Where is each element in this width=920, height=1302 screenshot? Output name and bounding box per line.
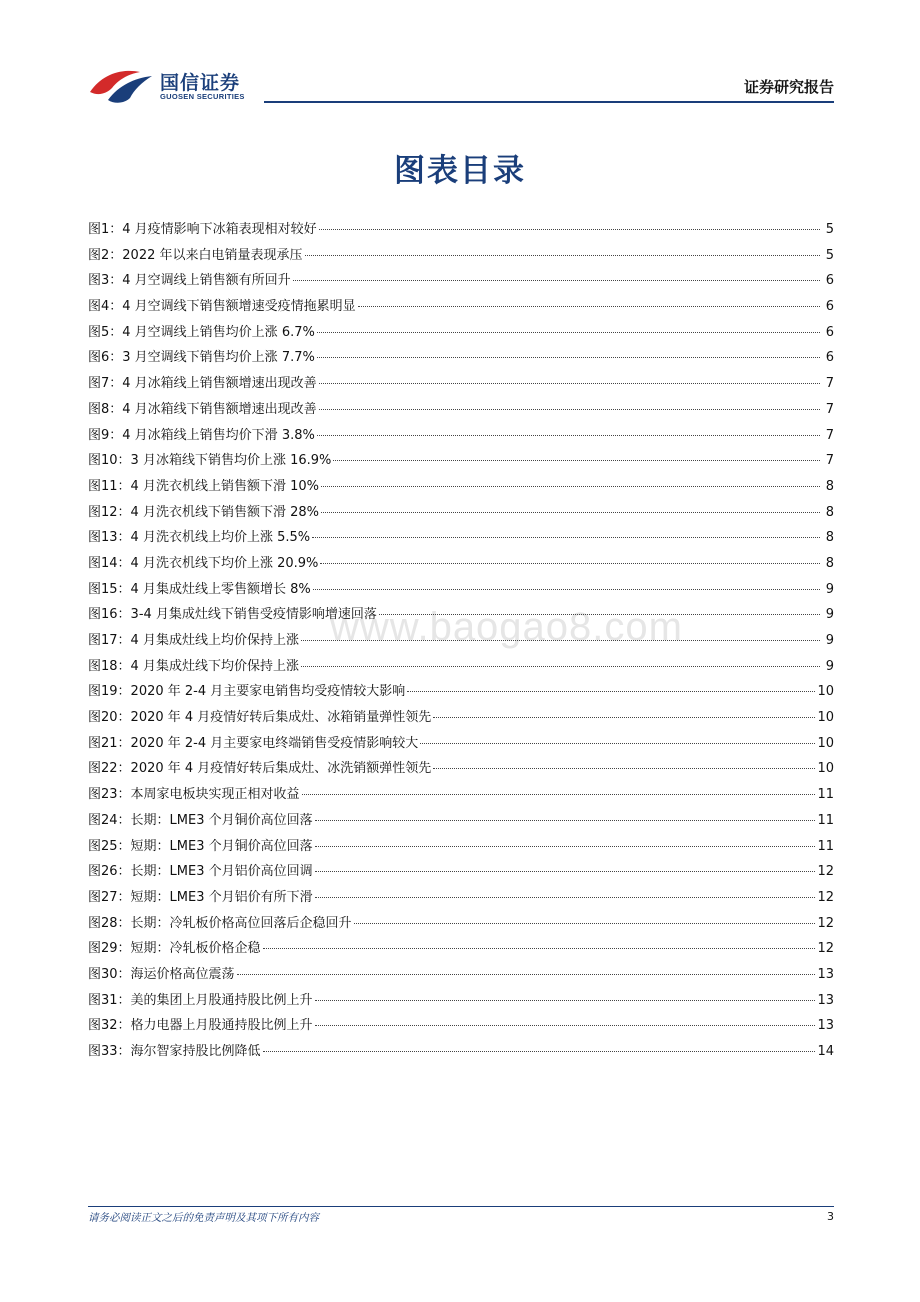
toc-entry-label: 图20： bbox=[88, 710, 131, 726]
toc-entry-page: 12 bbox=[817, 915, 834, 931]
page-header bbox=[88, 62, 834, 106]
toc-entry[interactable] bbox=[88, 448, 834, 474]
logo-chinese-name: 国信证券 bbox=[160, 72, 241, 94]
toc-entry-title: 2022 年以来白电销量表现承压 bbox=[122, 247, 303, 263]
toc-entry[interactable] bbox=[88, 268, 834, 294]
toc-entry-label: 图16： bbox=[88, 607, 131, 623]
footer-disclaimer: 请务必阅读正文之后的免责声明及其项下所有内容 bbox=[88, 1212, 319, 1224]
toc-entry-label: 图11： bbox=[88, 478, 131, 494]
toc-dot-leader bbox=[317, 434, 820, 436]
toc-entry-title: 美的集团上月股通持股比例上升 bbox=[130, 992, 313, 1008]
toc-entry-label: 图31： bbox=[88, 992, 131, 1008]
toc-entry-label: 图19： bbox=[88, 684, 131, 700]
toc-dot-leader bbox=[354, 922, 816, 924]
toc-entry-label: 图30： bbox=[88, 966, 131, 982]
toc-entry-page: 5 bbox=[825, 222, 834, 237]
toc-entry-title: 长期：LME3 个月铝价高位回调 bbox=[130, 864, 313, 880]
toc-dot-leader bbox=[305, 254, 821, 256]
toc-entry[interactable] bbox=[88, 551, 834, 577]
toc-entry-page: 11 bbox=[817, 787, 834, 803]
toc-entry[interactable] bbox=[88, 859, 834, 885]
footer-divider bbox=[88, 1206, 834, 1207]
toc-dot-leader bbox=[263, 947, 816, 949]
toc-entry-label: 图21： bbox=[88, 735, 131, 751]
toc-entry-label: 图4： bbox=[88, 299, 123, 315]
toc-entry-label: 图7： bbox=[88, 376, 123, 392]
guosen-logo bbox=[88, 62, 268, 106]
toc-dot-leader bbox=[237, 973, 816, 975]
toc-dot-leader bbox=[315, 870, 816, 872]
header-divider bbox=[264, 101, 834, 103]
toc-entry-title: 海尔智家持股比例降低 bbox=[130, 1044, 261, 1059]
toc-entry-page: 6 bbox=[825, 299, 834, 315]
toc-entry-page: 12 bbox=[817, 864, 834, 880]
toc-entry-label: 图6： bbox=[88, 350, 123, 366]
toc-entry-title: 4 月空调线上销售额有所回升 bbox=[122, 273, 291, 289]
toc-entry[interactable] bbox=[88, 782, 834, 808]
toc-entry-page: 8 bbox=[825, 530, 834, 546]
toc-entry-label: 图27： bbox=[88, 889, 131, 905]
toc-entry[interactable] bbox=[88, 397, 834, 423]
toc-dot-leader bbox=[313, 588, 820, 590]
toc-entry-title: 4 月疫情影响下冰箱表现相对较好 bbox=[122, 222, 317, 237]
watermark: www.baogao8.com bbox=[330, 605, 683, 649]
toc-entry-title: 海运价格高位震荡 bbox=[130, 966, 235, 982]
toc-entry[interactable] bbox=[88, 423, 834, 449]
toc-entry-title: 4 月洗衣机线下销售额下滑 28% bbox=[130, 504, 319, 520]
toc-dot-leader bbox=[358, 305, 820, 307]
toc-entry[interactable] bbox=[88, 808, 834, 834]
toc-entry[interactable] bbox=[88, 731, 834, 757]
toc-dot-leader bbox=[293, 279, 820, 281]
toc-entry-title: 短期：冷轧板价格企稳 bbox=[130, 941, 261, 957]
figure-table-of-contents bbox=[88, 217, 834, 1065]
toc-entry-label: 图12： bbox=[88, 504, 131, 520]
toc-entry-label: 图22： bbox=[88, 761, 131, 777]
toc-entry-title: 长期：冷轧板价格高位回落后企稳回升 bbox=[130, 915, 352, 931]
toc-dot-leader bbox=[315, 999, 816, 1001]
toc-entry-page: 9 bbox=[825, 658, 834, 674]
toc-entry-title: 4 月空调线上销售均价上涨 6.7% bbox=[122, 324, 315, 340]
toc-entry[interactable] bbox=[88, 602, 834, 628]
toc-entry-page: 9 bbox=[825, 607, 834, 623]
toc-dot-leader bbox=[301, 665, 820, 667]
toc-entry-label: 图14： bbox=[88, 555, 131, 571]
toc-entry-page: 7 bbox=[825, 427, 834, 443]
toc-entry-label: 图8： bbox=[88, 401, 123, 417]
toc-entry-label: 图5： bbox=[88, 324, 123, 340]
toc-entry-title: 4 月集成灶线上均价保持上涨 bbox=[130, 633, 299, 648]
toc-entry-page: 10 bbox=[817, 735, 834, 751]
toc-dot-leader bbox=[315, 1024, 816, 1026]
toc-dot-leader bbox=[320, 562, 820, 564]
toc-entry[interactable] bbox=[88, 371, 834, 397]
toc-entry-title: 2020 年 2-4 月主要家电销售均受疫情较大影响 bbox=[130, 684, 406, 700]
toc-entry-title: 4 月洗衣机线下均价上涨 20.9% bbox=[130, 555, 319, 571]
toc-entry[interactable] bbox=[88, 320, 834, 346]
toc-entry-title: 3-4 月集成灶线下销售受疫情影响增速回落 bbox=[130, 607, 377, 623]
toc-entry-label: 图28： bbox=[88, 915, 131, 931]
toc-entry-page: 9 bbox=[825, 633, 834, 648]
toc-entry-page: 7 bbox=[825, 376, 834, 392]
toc-entry-label: 图24： bbox=[88, 812, 131, 828]
toc-entry-page: 14 bbox=[817, 1044, 834, 1059]
toc-dot-leader bbox=[433, 767, 815, 769]
toc-entry-label: 图33： bbox=[88, 1044, 131, 1059]
toc-entry[interactable] bbox=[88, 834, 834, 860]
toc-entry-title: 4 月冰箱线下销售额增速出现改善 bbox=[122, 401, 317, 417]
toc-dot-leader bbox=[321, 485, 820, 487]
toc-entry-page: 5 bbox=[825, 247, 834, 263]
toc-dot-leader bbox=[407, 690, 815, 692]
toc-entry[interactable] bbox=[88, 1013, 834, 1039]
toc-entry[interactable] bbox=[88, 756, 834, 782]
toc-entry-page: 13 bbox=[817, 992, 834, 1008]
toc-entry[interactable] bbox=[88, 628, 834, 654]
toc-entry-title: 长期：LME3 个月铜价高位回落 bbox=[130, 812, 313, 828]
toc-dot-leader bbox=[319, 408, 820, 410]
toc-entry-page: 10 bbox=[817, 761, 834, 777]
toc-entry[interactable] bbox=[88, 345, 834, 371]
toc-entry-label: 图29： bbox=[88, 941, 131, 957]
toc-entry[interactable] bbox=[88, 962, 834, 988]
toc-entry[interactable] bbox=[88, 654, 834, 680]
toc-entry-page: 11 bbox=[817, 838, 834, 854]
toc-entry-page: 8 bbox=[825, 478, 834, 494]
toc-entry-title: 4 月洗衣机线上均价上涨 5.5% bbox=[130, 530, 311, 546]
toc-dot-leader bbox=[263, 1050, 816, 1052]
toc-entry-page: 12 bbox=[817, 941, 834, 957]
toc-entry-label: 图1： bbox=[88, 222, 123, 237]
toc-entry-title: 3 月空调线下销售均价上涨 7.7% bbox=[122, 350, 315, 366]
toc-entry-label: 图3： bbox=[88, 273, 123, 289]
toc-entry-page: 7 bbox=[825, 401, 834, 417]
toc-entry-title: 4 月集成灶线下均价保持上涨 bbox=[130, 658, 299, 674]
toc-entry-title: 2020 年 2-4 月主要家电终端销售受疫情影响较大 bbox=[130, 735, 419, 751]
toc-entry-label: 图9： bbox=[88, 427, 123, 443]
toc-entry[interactable] bbox=[88, 243, 834, 269]
toc-entry-title: 2020 年 4 月疫情好转后集成灶、冰箱销量弹性领先 bbox=[130, 710, 432, 726]
toc-entry-page: 13 bbox=[817, 1018, 834, 1034]
toc-dot-leader bbox=[315, 896, 816, 898]
toc-entry[interactable] bbox=[88, 500, 834, 526]
toc-entry[interactable] bbox=[88, 679, 834, 705]
toc-dot-leader bbox=[420, 742, 815, 744]
toc-entry-title: 格力电器上月股通持股比例上升 bbox=[130, 1018, 313, 1034]
toc-entry[interactable] bbox=[88, 911, 834, 937]
toc-entry-title: 3 月冰箱线下销售均价上涨 16.9% bbox=[130, 453, 332, 469]
toc-entry-page: 6 bbox=[825, 350, 834, 366]
toc-dot-leader bbox=[315, 845, 816, 847]
toc-dot-leader bbox=[319, 228, 820, 230]
toc-entry-title: 本周家电板块实现正相对收益 bbox=[130, 787, 300, 803]
toc-entry-label: 图10： bbox=[88, 453, 131, 469]
toc-entry-title: 4 月冰箱线上销售额增速出现改善 bbox=[122, 376, 317, 392]
report-type-label: 证券研究报告 bbox=[743, 78, 834, 96]
toc-entry[interactable] bbox=[88, 1039, 834, 1065]
toc-entry[interactable] bbox=[88, 474, 834, 500]
toc-dot-leader bbox=[301, 639, 820, 641]
toc-entry[interactable] bbox=[88, 577, 834, 603]
toc-entry-label: 图26： bbox=[88, 864, 131, 880]
toc-entry[interactable] bbox=[88, 217, 834, 243]
toc-dot-leader bbox=[312, 536, 820, 538]
toc-entry[interactable] bbox=[88, 705, 834, 731]
toc-dot-leader bbox=[333, 459, 820, 461]
toc-entry-label: 图13： bbox=[88, 530, 131, 546]
toc-entry-page: 11 bbox=[817, 812, 834, 828]
toc-entry-title: 4 月冰箱线上销售均价下滑 3.8% bbox=[122, 427, 315, 443]
toc-entry[interactable] bbox=[88, 936, 834, 962]
toc-entry-page: 10 bbox=[817, 684, 834, 700]
toc-dot-leader bbox=[379, 613, 820, 615]
toc-dot-leader bbox=[321, 511, 820, 513]
toc-dot-leader bbox=[302, 793, 816, 795]
toc-entry-page: 6 bbox=[825, 324, 834, 340]
toc-dot-leader bbox=[433, 716, 815, 718]
toc-entry-label: 图23： bbox=[88, 787, 131, 803]
toc-entry-page: 8 bbox=[825, 504, 834, 520]
toc-entry[interactable] bbox=[88, 525, 834, 551]
toc-dot-leader bbox=[317, 331, 820, 333]
toc-entry-title: 2020 年 4 月疫情好转后集成灶、冰洗销额弹性领先 bbox=[130, 761, 432, 777]
toc-entry-label: 图25： bbox=[88, 838, 131, 854]
toc-entry-page: 7 bbox=[825, 453, 834, 469]
logo-english-name: GUOSEN SECURITIES bbox=[160, 92, 245, 101]
toc-entry[interactable] bbox=[88, 885, 834, 911]
toc-entry-label: 图2： bbox=[88, 247, 123, 263]
toc-entry-label: 图15： bbox=[88, 581, 131, 597]
toc-dot-leader bbox=[317, 356, 820, 358]
toc-entry-page: 10 bbox=[817, 710, 834, 726]
toc-entry-title: 4 月空调线下销售额增速受疫情拖累明显 bbox=[122, 299, 356, 315]
toc-entry-page: 12 bbox=[817, 889, 834, 905]
toc-entry-page: 6 bbox=[825, 273, 834, 289]
toc-entry-title: 短期：LME3 个月铜价高位回落 bbox=[130, 838, 313, 854]
toc-entry-title: 短期：LME3 个月铝价有所下滑 bbox=[130, 889, 313, 905]
toc-entry-label: 图17： bbox=[88, 633, 131, 648]
toc-entry-page: 8 bbox=[825, 555, 834, 571]
toc-entry[interactable] bbox=[88, 294, 834, 320]
toc-entry-title: 4 月集成灶线上零售额增长 8% bbox=[130, 581, 311, 597]
toc-dot-leader bbox=[315, 819, 816, 821]
toc-entry-title: 4 月洗衣机线上销售额下滑 10% bbox=[130, 478, 319, 494]
page-number: 3 bbox=[827, 1210, 834, 1223]
toc-dot-leader bbox=[319, 382, 820, 384]
page-title: 图表目录 bbox=[394, 153, 526, 189]
toc-entry-page: 13 bbox=[817, 966, 834, 982]
toc-entry-label: 图18： bbox=[88, 658, 131, 674]
toc-entry-label: 图32： bbox=[88, 1018, 131, 1034]
toc-entry[interactable] bbox=[88, 988, 834, 1014]
toc-entry-page: 9 bbox=[825, 581, 834, 597]
guosen-logo-mark-icon bbox=[88, 64, 154, 104]
